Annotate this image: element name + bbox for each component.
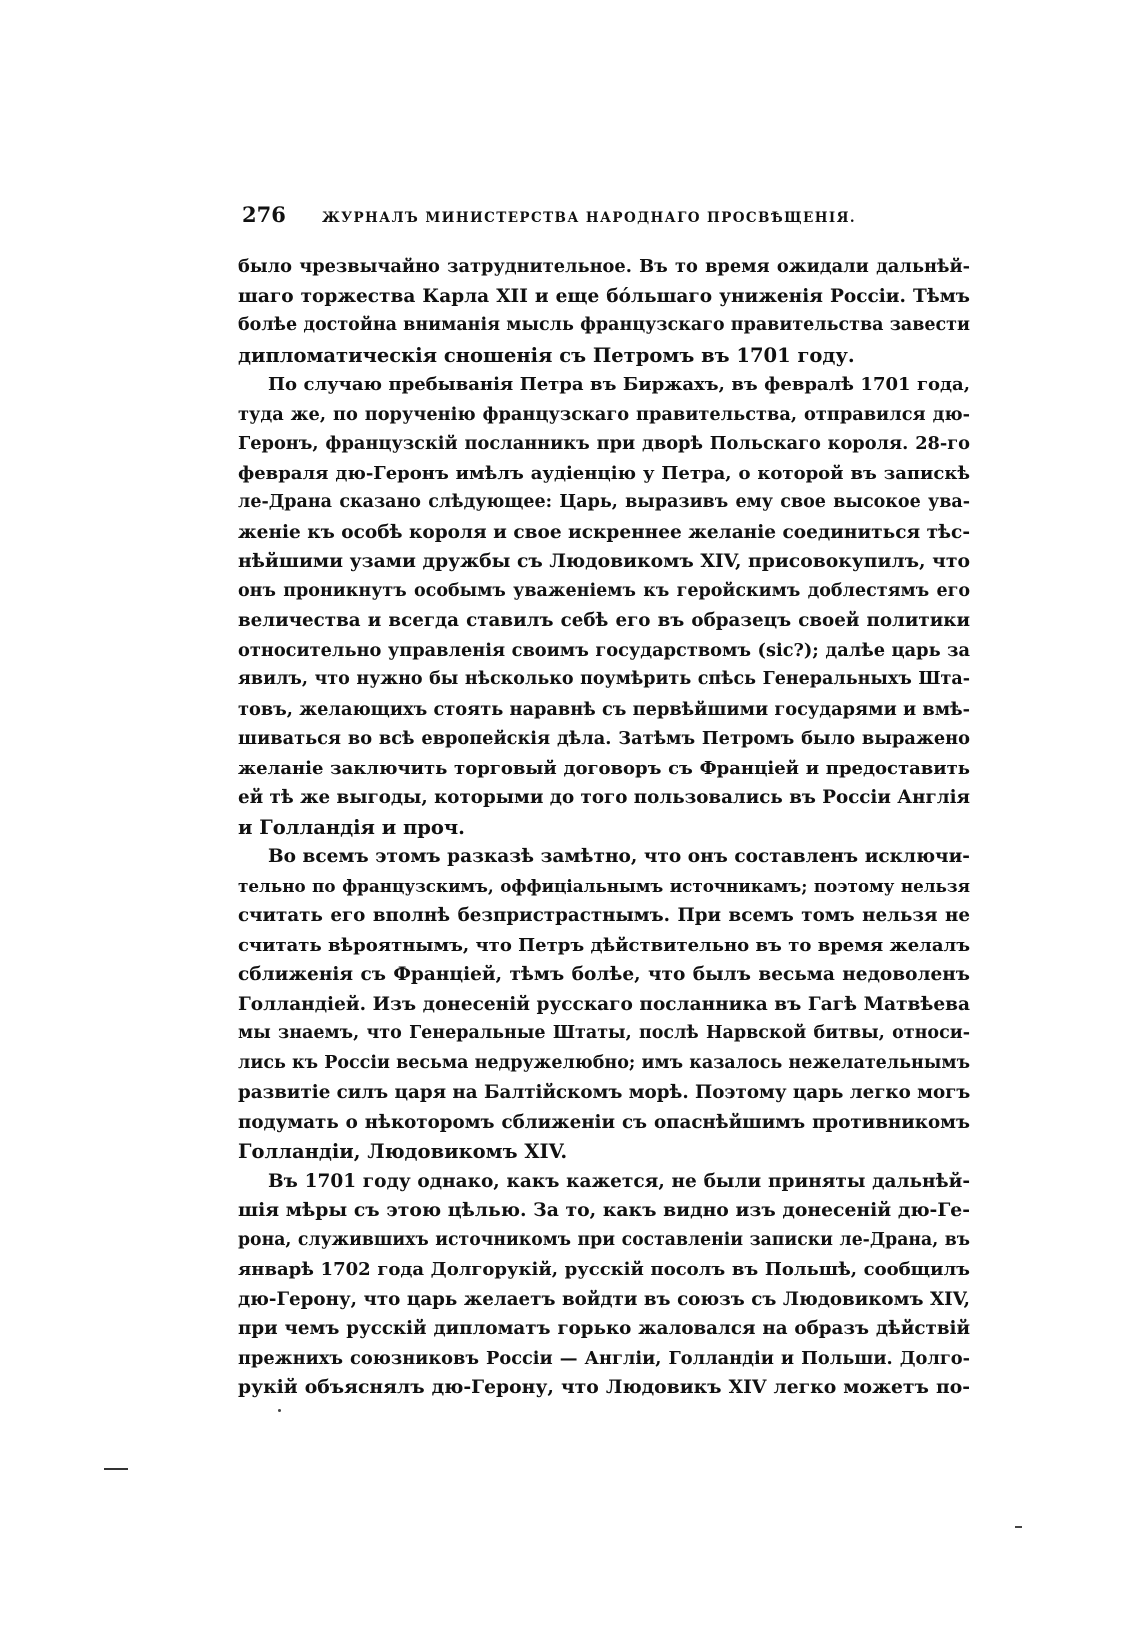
text-line: Во всемъ этомъ разказѣ замѣтно, что онъ составленъ исключи- <box>268 846 970 867</box>
text-line: сближенія съ Франціей, тѣмъ болѣе, что былъ весьма недоволенъ <box>238 964 970 985</box>
running-head <box>242 202 972 234</box>
text-line: рукій объяснялъ дю-Герону, что Людовикъ XIV легко можетъ по- <box>238 1376 970 1398</box>
text-line: считать его вполнѣ безпристрастнымъ. При всемъ томъ нельзя не <box>238 905 970 926</box>
text-line: ле-Драна сказано слѣдующее: Царь, выразивъ ему свое высокое ува- <box>238 492 970 512</box>
text-line: прежнихъ союзниковъ Россіи — Англіи, Голландіи и Польши. Долго- <box>238 1347 970 1369</box>
text-line: товъ, желающихъ стоять наравнѣ съ первѣйшими государями и вмѣ- <box>238 698 970 720</box>
text-line: Голландіей. Изъ донесеній русскаго посланника въ Гагѣ Матвѣева <box>238 993 970 1015</box>
text-line: мы знаемъ, что Генеральные Штаты, послѣ Нарвской битвы, относи- <box>238 1023 970 1043</box>
text-line: считать вѣроятнымъ, что Петръ дѣйствительно въ то время желалъ <box>238 934 970 956</box>
text-line: относительно управленія своимъ государствомъ (sic?); далѣе царь за <box>238 639 970 661</box>
text-line: болѣе достойна вниманія мысль французскаго правительства завести <box>238 315 970 335</box>
text-line: и Голландія и проч. <box>238 815 465 839</box>
text-line: при чемъ русскій дипломатъ горько жаловался на образъ дѣйствій <box>238 1318 970 1339</box>
text-line: величества и всегда ставилъ себѣ его въ образецъ своей политики <box>238 610 970 631</box>
scan-mark <box>104 1468 128 1470</box>
text-line: рона, служившихъ источникомъ при составленіи записки ле-Драна, въ <box>238 1229 970 1250</box>
text-line: ей тѣ же выгоды, которыми до того пользовались въ Россіи Англія <box>238 787 970 808</box>
text-line: онъ проникнутъ особымъ уваженіемъ къ геройскимъ доблестямъ его <box>238 580 970 601</box>
text-line: лись къ Россіи весьма недружелюбно; имъ казалось нежелательнымъ <box>238 1052 970 1073</box>
text-line: Въ 1701 году однако, какъ кажется, не были приняты дальнѣй- <box>268 1170 970 1192</box>
text-line: развитіе силъ царя на Балтійскомъ морѣ. Поэтому царь легко могъ <box>238 1082 970 1103</box>
text-line: февраля дю-Геронъ имѣлъ аудіенцію у Петра, о которой въ запискѣ <box>238 462 970 484</box>
text-line: дю-Герону, что царь желаетъ войдти въ союзъ съ Людовикомъ XIV, <box>238 1288 970 1310</box>
body-text <box>238 252 970 1403</box>
text-line: Геронъ, французскій посланникъ при дворѣ Польскаго короля. 28-го <box>238 433 970 454</box>
text-line: было чрезвычайно затруднительное. Въ то время ожидали дальнѣй- <box>238 256 970 277</box>
text-line: желаніе заключить торговый договоръ съ Франціей и предоставить <box>238 757 970 779</box>
text-line: женіе къ особѣ короля и свое искреннее желаніе соединиться тѣс- <box>238 521 970 543</box>
text-line: туда же, по порученію французскаго правительства, отправился дю- <box>238 403 970 425</box>
scan-speck-corner <box>1015 1526 1022 1528</box>
journal-title: ЖУРНАЛЪ МИНИСТЕРСТВА НАРОДНАГО ПРОСВѢЩЕНІЯ. <box>322 210 856 226</box>
scan-speck <box>278 1409 281 1412</box>
text-line: шаго торжества Карла XII и еще бóльшаго униженія Россіи. Тѣмъ <box>238 285 970 307</box>
text-line: нѣйшими узами дружбы съ Людовикомъ XIV, присовокупилъ, что <box>238 550 970 572</box>
text-line: подумать о нѣкоторомъ сближеніи съ опаснѣйшимъ противникомъ <box>238 1111 970 1133</box>
text-line: По случаю пребыванія Петра въ Биржахъ, въ февралѣ 1701 года, <box>268 374 970 395</box>
text-line: дипломатическія сношенія съ Петромъ въ 1701 году. <box>238 343 855 367</box>
text-line: январѣ 1702 года Долгорукій, русскій посолъ въ Польшѣ, сообщилъ <box>238 1259 970 1280</box>
text-line: шія мѣры съ этою цѣлью. За то, какъ видно изъ донесеній дю-Ге- <box>238 1199 970 1221</box>
page-number: 276 <box>242 202 286 227</box>
text-line: явилъ, что нужно бы нѣсколько поумѣрить спѣсь Генеральныхъ Шта- <box>238 669 970 689</box>
text-line: тельно по французскимъ, оффиціальнымъ источникамъ; поэтому нельзя <box>238 875 970 896</box>
text-line: Голландіи, Людовикомъ XIV. <box>238 1140 568 1163</box>
text-line: шиваться во всѣ европейскія дѣла. Затѣмъ Петромъ было выражено <box>238 728 970 749</box>
